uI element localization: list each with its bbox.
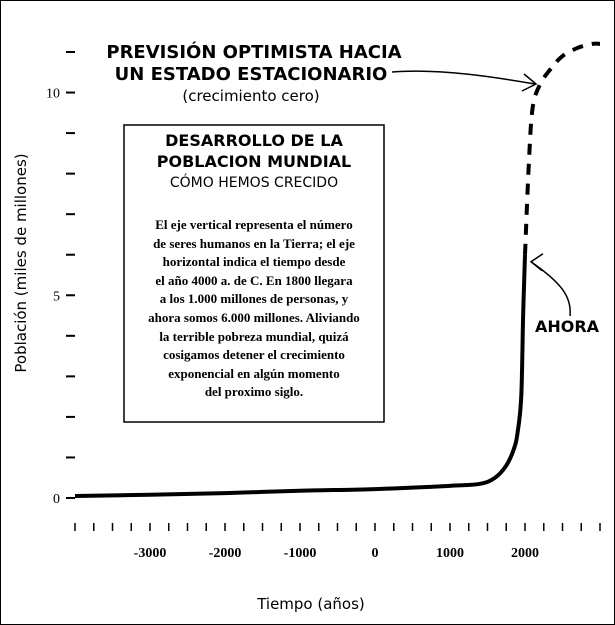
y-tick-label: 0 [53, 492, 60, 507]
x-axis-label: Tiempo (años) [257, 595, 365, 613]
now-annotation: AHORA [534, 317, 600, 336]
now-arrow [531, 262, 570, 316]
x-tick-label: 0 [371, 546, 379, 561]
x-tick-label: 2000 [511, 546, 539, 561]
y-tick-labels [46, 87, 60, 507]
x-tick-labels [134, 546, 539, 561]
chart-subtitle: CÓMO HEMOS CRECIDO [169, 175, 339, 191]
y-tick-label: 10 [46, 86, 60, 102]
y-axis-label: Población (miles de millones) [12, 153, 30, 373]
x-tick-label: 1000 [436, 546, 464, 561]
forecast-annotation-line2: UN ESTADO ESTACIONARIO [114, 64, 388, 85]
forecast-annotation-line1: PREVISIÓN OPTIMISTA HACIA [106, 42, 402, 63]
annotation-arrows [392, 71, 570, 316]
x-tick-label: -2000 [208, 546, 242, 561]
forecast-arrow [392, 71, 535, 84]
x-tick-label: -3000 [133, 546, 167, 561]
chart-title-line1: DESARROLLO DE LA [165, 131, 343, 150]
forecast-annotation-sub: (crecimiento cero) [182, 87, 320, 105]
forecast-line [525, 44, 600, 255]
chart-title-line2: POBLACION MUNDIAL [156, 152, 352, 171]
chart-description: El eje vertical representa el número de seres humanos en la Tierra; el eje horizontal indica el tiempo desde el año 4000 a. de C. En 1800 llegara a los 1.000 millones de personas, y ahora somos 6.000 millones. Aliviando la terrible pobreza mundial, quizá cosigamos detener el crecimiento exponencial en algún momento del proximo siglo. [148, 217, 360, 400]
x-tick-label: -1000 [283, 546, 317, 561]
y-tick-label: 5 [53, 289, 60, 305]
